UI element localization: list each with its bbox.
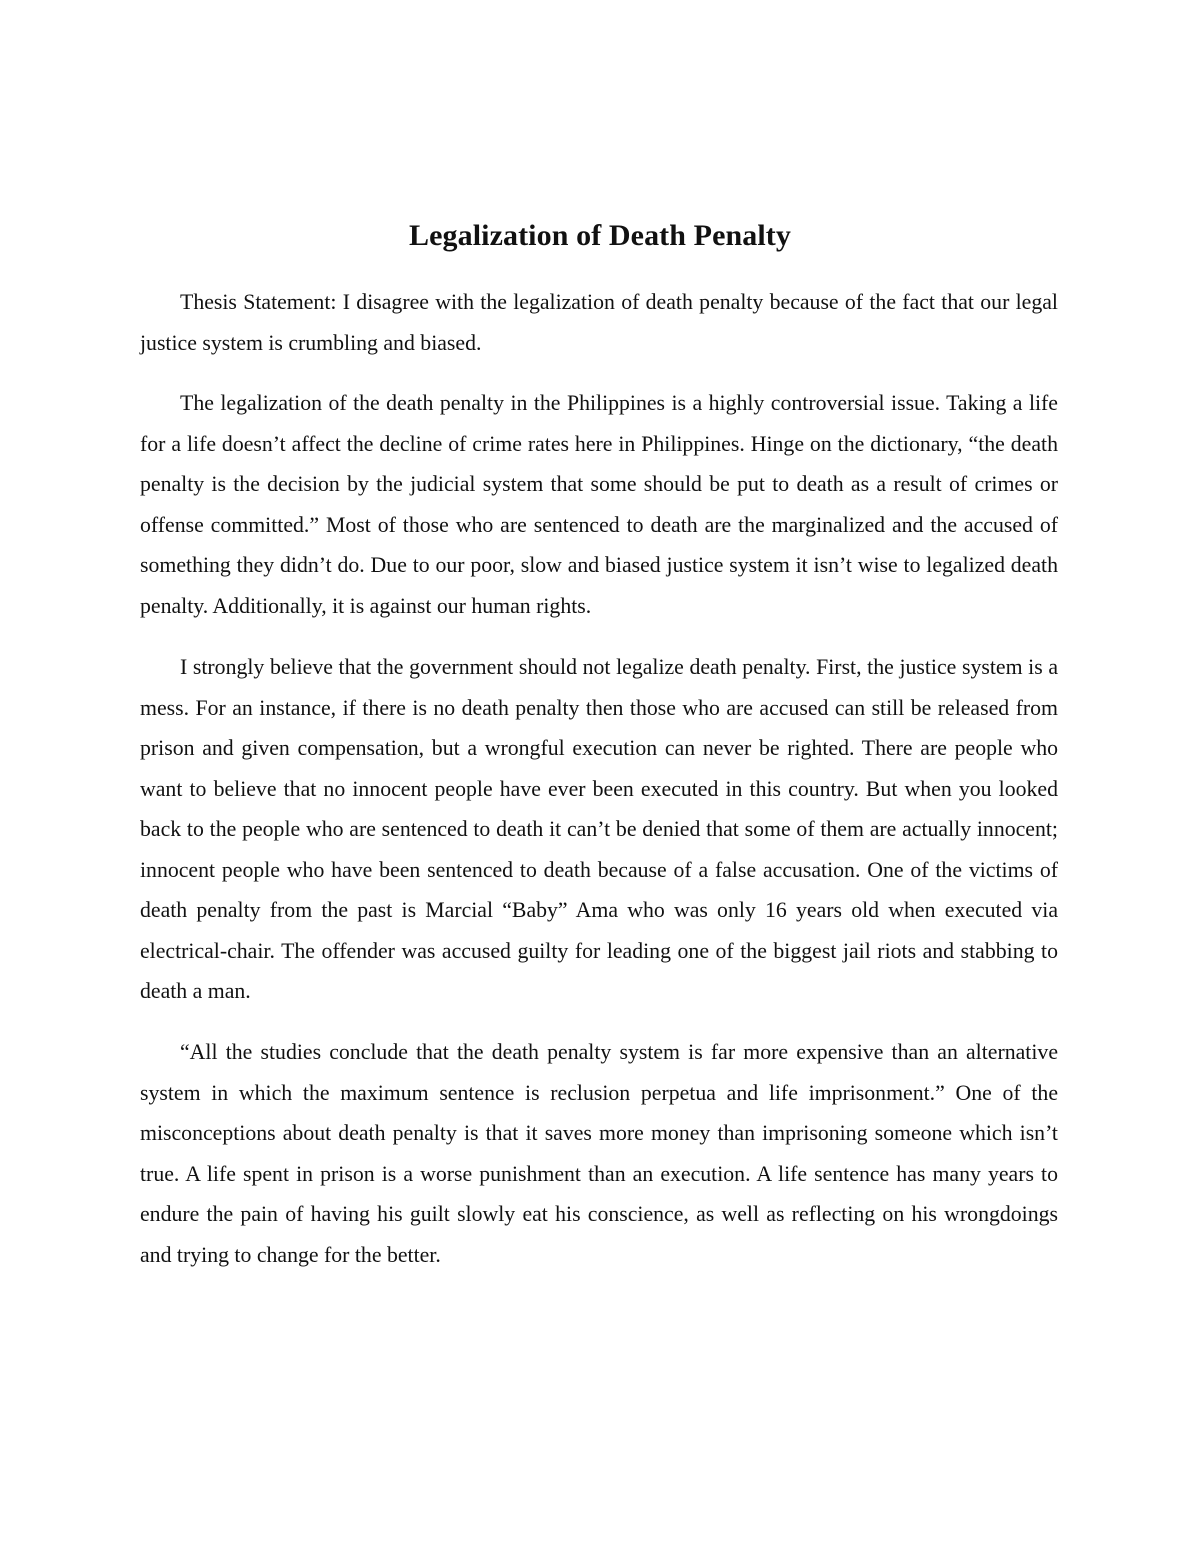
argument-paragraph: I strongly believe that the government should not legalize death penalty. First, the justice system is a mess. For an instance, if there is no death penalty then those who are accused can still be released from prison and given compensation, but a wrongful execution can never be righted. There are people who want to believe that no innocent people have ever been executed in this country. But when you looked back to the people who are sentenced to death it can’t be denied that some of them are actually innocent; innocent people who have been sentenced to death because of a false accusation. One of the victims of death penalty from the past is Marcial “Baby” Ama who was only 16 years old when executed via electrical-chair. The offender was accused guilty for leading one of the biggest jail riots and stabbing to death a man.	[140, 655, 1058, 1003]
introduction-paragraph: The legalization of the death penalty in the Philippines is a highly controversial issue. Taking a life for a life doesn’t affect the decline of crime rates here in Philippines. Hinge on the dictionary, “the death penalty is the decision by the judicial system that some should be put to death as a result of crimes or offense committed.” Most of those who are sentenced to death are the marginalized and the accused of something they didn’t do. Due to our poor, slow and biased justice system it isn’t wise to legalized death penalty. Additionally, it is against our human rights.	[140, 391, 1058, 618]
thesis-statement-paragraph: Thesis Statement: I disagree with the legalization of death penalty because of the fact that our legal justice system is crumbling and biased.	[140, 290, 1058, 355]
document-title: Legalization of Death Penalty	[408, 219, 792, 252]
cost-paragraph: “All the studies conclude that the death penalty system is far more expensive than an alternative system in which the maximum sentence is reclusion perpetua and life imprisonment.” One of the misconceptions about death penalty is that it saves more money than imprisoning someone which isn’t true. A life spent in prison is a worse punishment than an execution. A life sentence has many years to endure the pain of having his guilt slowly eat his conscience, as well as reflecting on his wrongdoings and trying to change for the better.	[140, 1040, 1058, 1267]
